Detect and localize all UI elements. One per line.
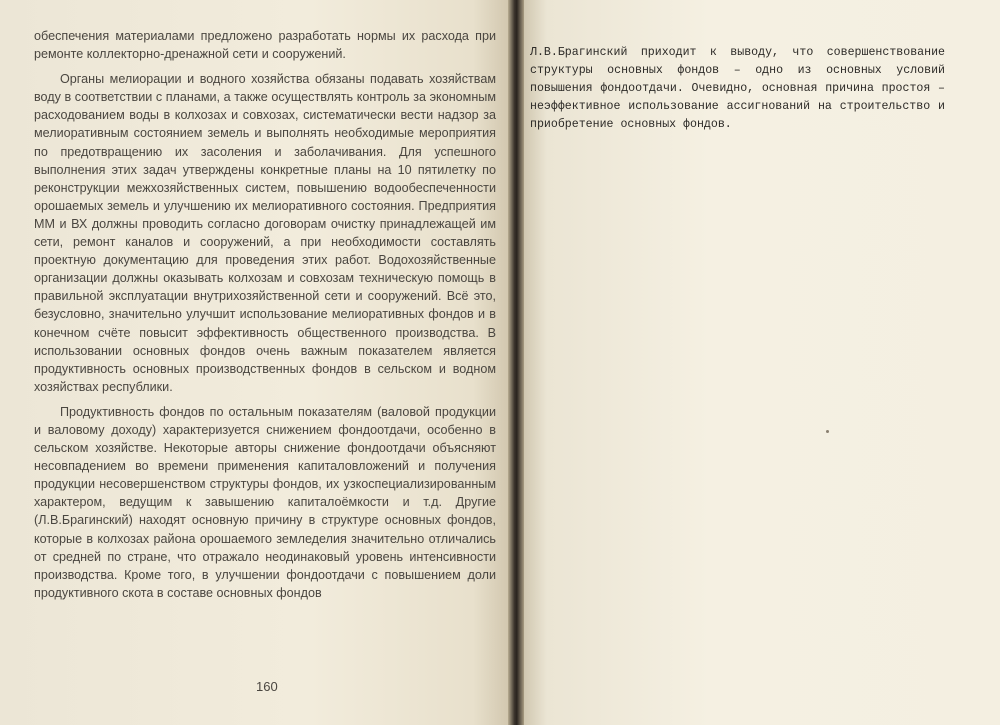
left-page-text [34, 27, 496, 602]
paper-speck [826, 430, 829, 433]
paragraph-2: Органы мелиорации и водного хозяйства обязаны подавать хозяйствам воду в соответствии с планами, а также осуществлять контроль за экономным расходованием воды в колхозах и совхозах, систематически вести надзор за мелиоративным состоянием земель и выполнять необходимые мероприятия по предотвращению их засоления и заболачивания. Для успешного выполнения этих задач утверждены конкретные планы на 10 пятилетку по реконструкции межхозяйственных систем, повышению водообеспеченности орошаемых земель и улучшению их мелиоративного состояния. Предприятия ММ и ВХ должны проводить согласно договорам очистку принадлежащей им сети, ремонт каналов и сооружений, а при необходимости составлять проектную документацию для проведения этих работ. Водохозяйственные организации должны оказывать колхозам и совхозам техническую помощь в правильной эксплуатации внутрихозяйственной сети и сооружений. Всё это, безусловно, значительно улучшит использование мелиоративных фондов и в конечном счёте повысит эффективность общественного производства. В использовании основных фондов очень важным показателем является продуктивность основных производственных фондов в сельском и водном хозяйствах республики. [34, 72, 496, 394]
paragraph-3: Продуктивность фондов по остальным показателям (валовой продукции и валовому доходу) характеризуется снижением фондоотдачи, особенно в сельском хозяйстве. Некоторые авторы снижение фондоотдачи объясняют несовпадением во времени применения капиталовложений и получения продукции несовершенством структуры фондов, их узкоспециализированным характером, ведущим к завышению капиталоёмкости и т.д. Другие (Л.В.Брагинский) находят основную причину в структуре основных фондов, которые в колхозах района орошаемого земледелия значительно отличались от средней по стране, что отражало неодинаковый уровень интенсивности производства. Кроме того, в улучшении фондоотдачи с повышением доли продуктивного скота в составе основных фондов [34, 404, 496, 600]
right-paragraph: Л.В.Брагинский приходит к выводу, что совершенствование структуры основных фондов – одно из основных условий повышения фондоотдачи. Очевидно, основная причина простоя – неэффективное использование ассигнований на строительство и приобретение основных фондов. [530, 46, 945, 131]
paragraph-1: обеспечения материалами предложено разработать нормы их расхода при ремонте коллекторно-дренажной сети и сооружений. [34, 29, 496, 62]
book-gutter [508, 0, 524, 725]
page-number: 160 [256, 679, 278, 694]
right-page-text [530, 44, 945, 134]
